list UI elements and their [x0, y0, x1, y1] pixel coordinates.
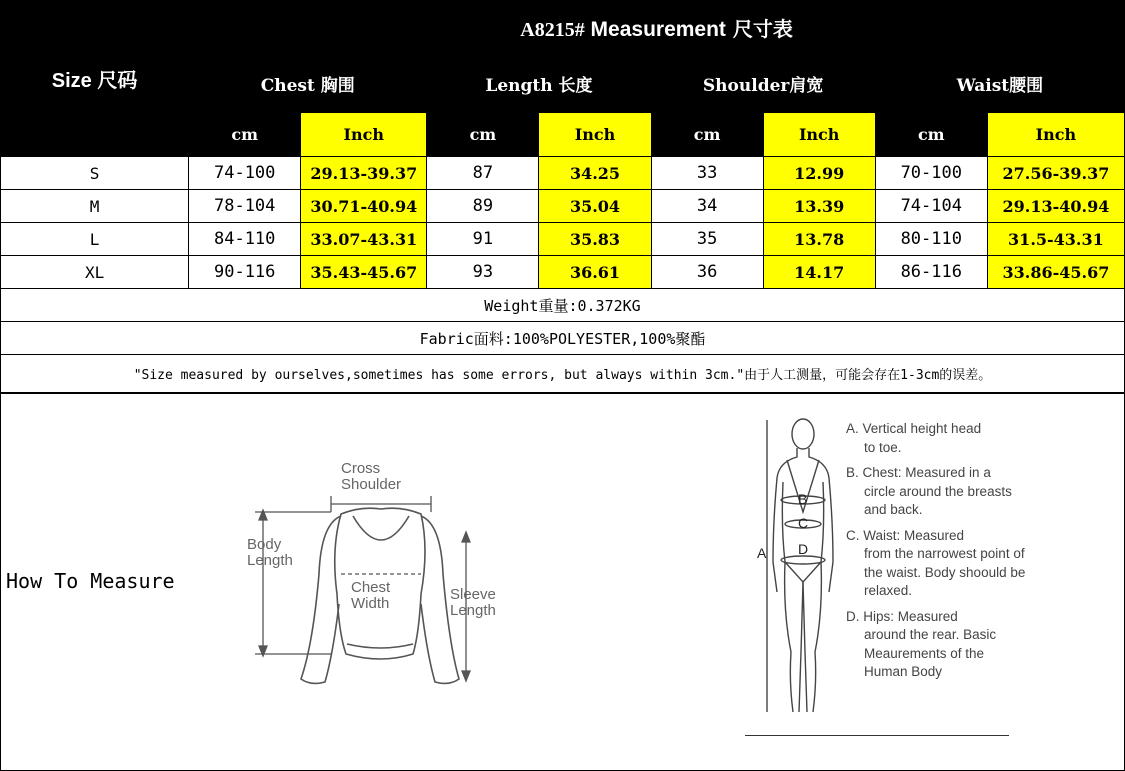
label-body-length: Length [247, 552, 293, 569]
chest-inch-cell: 29.13-39.37 [301, 157, 427, 190]
length-inch-cell: 35.83 [539, 223, 651, 256]
unit-cm-length: cm [427, 113, 539, 157]
waist-cm-cell: 74-104 [875, 190, 987, 223]
legend-head: B. Chest: Measured in a [846, 465, 991, 480]
length-cm-cell: 87 [427, 157, 539, 190]
unit-inch-length: Inch [539, 113, 651, 157]
chest-inch-cell: 30.71-40.94 [301, 190, 427, 223]
measure-legend [846, 420, 1026, 689]
length-cm-cell: 91 [427, 223, 539, 256]
legend-tail: to toe. [864, 439, 902, 455]
chart-title-main: Measurement [584, 17, 726, 41]
how-to-measure-section [0, 393, 1125, 771]
chest-inch-cell: 33.07-43.31 [301, 223, 427, 256]
legend-item [846, 608, 1026, 682]
unit-cm-waist: cm [875, 113, 987, 157]
group-header-length: Length 长度 [427, 54, 651, 113]
shoulder-cm-cell: 36 [651, 256, 763, 289]
size-cell: M [1, 190, 189, 223]
waist-cm-cell: 80-110 [875, 223, 987, 256]
group-header-chest: Chest 胸围 [189, 54, 427, 113]
chest-cm-cell: 74-100 [189, 157, 301, 190]
label-sleeve: Sleeve [450, 586, 496, 603]
waist-inch-cell: 31.5-43.31 [987, 223, 1124, 256]
legend-tail: around the rear. Basic Meaurements of the Human Body [864, 627, 997, 679]
chest-cm-cell: 84-110 [189, 223, 301, 256]
label-shoulder: Shoulder [341, 476, 402, 493]
legend-head: C. Waist: Measured [846, 527, 965, 543]
chest-inch-cell: 35.43-45.67 [301, 256, 427, 289]
chart-title-code: A8215# [520, 18, 585, 41]
unit-cm-chest: cm [189, 113, 301, 157]
body-letter-c: C [798, 515, 809, 531]
body-letter-b: B [798, 491, 808, 507]
size-cell: L [1, 223, 189, 256]
unit-inch-waist: Inch [987, 113, 1124, 157]
body-letter-d: D [798, 541, 809, 557]
group-header-waist: Waist腰围 [875, 54, 1124, 113]
shoulder-cm-cell: 34 [651, 190, 763, 223]
chest-cm-cell: 78-104 [189, 190, 301, 223]
waist-cm-cell: 70-100 [875, 157, 987, 190]
shoulder-inch-cell: 13.78 [763, 223, 875, 256]
shoulder-inch-cell: 12.99 [763, 157, 875, 190]
size-cell: XL [1, 256, 189, 289]
unit-inch-chest: Inch [301, 113, 427, 157]
divider [745, 735, 1009, 736]
shoulder-cm-cell: 33 [651, 157, 763, 190]
length-cm-cell: 89 [427, 190, 539, 223]
disclaimer-note: "Size measured by ourselves,sometimes has some errors, but always within 3cm."由于人工测量，可能会存在1-3cm的误差。 [1, 355, 1125, 393]
legend-item [846, 464, 1026, 520]
legend-item [846, 420, 1026, 457]
how-to-measure-title: How To Measure [6, 569, 175, 593]
table-row [1, 256, 1125, 289]
legend-head: A. Vertical height head [846, 421, 982, 436]
size-column-header: Size 尺码 [1, 1, 189, 157]
waist-cm-cell: 86-116 [875, 256, 987, 289]
garment-diagram [241, 454, 511, 699]
shoulder-cm-cell: 35 [651, 223, 763, 256]
weight-note: Weight重量:0.372KG [1, 289, 1125, 322]
group-header-shoulder: Shoulder肩宽 [651, 54, 875, 113]
table-row [1, 157, 1125, 190]
chest-cm-cell: 90-116 [189, 256, 301, 289]
waist-inch-cell: 27.56-39.37 [987, 157, 1124, 190]
legend-item [846, 527, 1026, 601]
label-cross: Cross [341, 460, 381, 477]
shoulder-inch-cell: 14.17 [763, 256, 875, 289]
label-sleeve-length: Length [450, 602, 496, 619]
length-inch-cell: 36.61 [539, 256, 651, 289]
length-inch-cell: 35.04 [539, 190, 651, 223]
body-diagram [753, 412, 843, 722]
label-body: Body [247, 536, 282, 553]
body-letter-a: A [757, 545, 767, 561]
chart-title [189, 1, 1125, 54]
label-chest-width: Width [351, 595, 390, 612]
length-inch-cell: 34.25 [539, 157, 651, 190]
chart-title-cn: 尺寸表 [725, 16, 793, 41]
length-cm-cell: 93 [427, 256, 539, 289]
legend-head: D. Hips: Measured [846, 608, 958, 624]
size-cell: S [1, 157, 189, 190]
table-row [1, 190, 1125, 223]
waist-inch-cell: 33.86-45.67 [987, 256, 1124, 289]
unit-inch-shoulder: Inch [763, 113, 875, 157]
table-row [1, 223, 1125, 256]
legend-tail: circle around the breasts and back. [864, 483, 1012, 517]
legend-tail: from the narrowest point of the waist. Body shoould be relaxed. [864, 546, 1026, 598]
unit-cm-shoulder: cm [651, 113, 763, 157]
label-chest: Chest [351, 579, 391, 596]
shoulder-inch-cell: 13.39 [763, 190, 875, 223]
fabric-note: Fabric面料:100%POLYESTER,100%聚酯 [1, 322, 1125, 355]
waist-inch-cell: 29.13-40.94 [987, 190, 1124, 223]
